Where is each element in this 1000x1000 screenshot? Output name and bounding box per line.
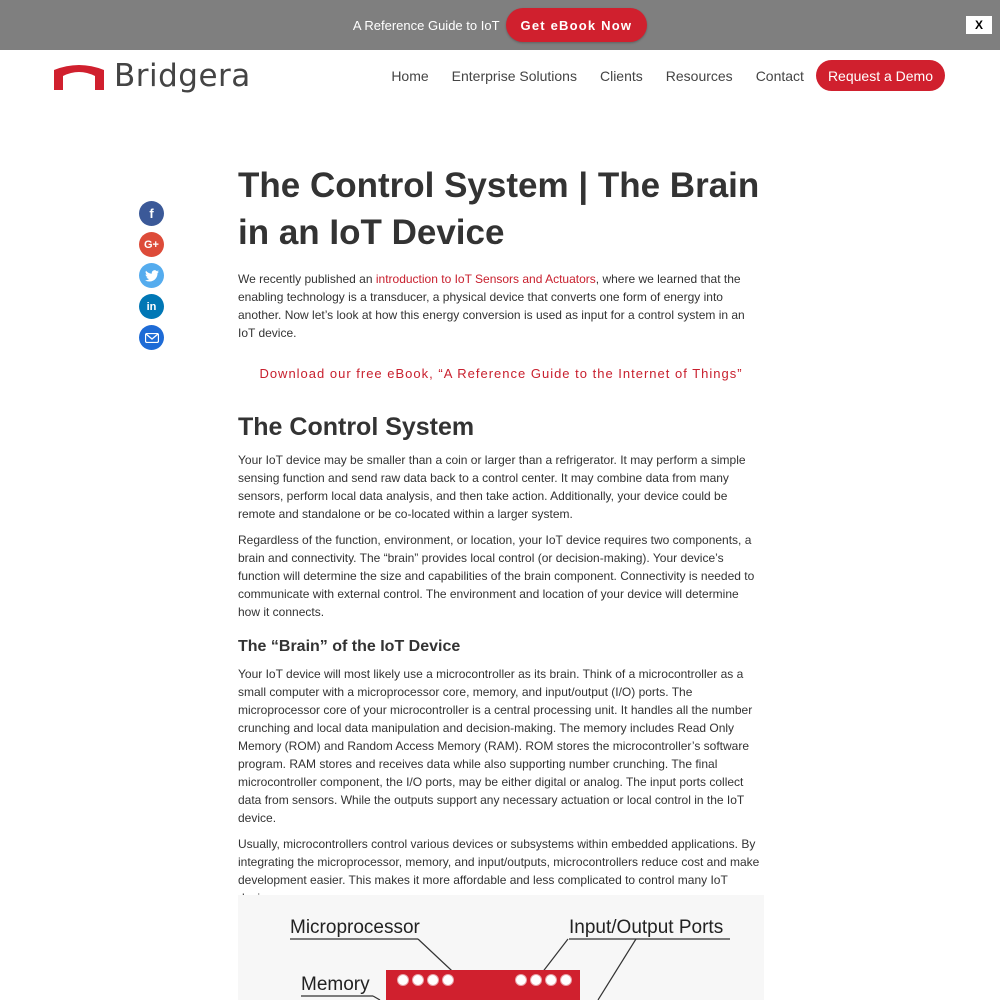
social-share — [139, 201, 164, 356]
twitter-icon[interactable] — [139, 263, 164, 288]
download-ebook-link[interactable]: Download our free eBook, “A Reference Guide to the Internet of Things” — [259, 366, 743, 381]
nav-resources[interactable]: Resources — [665, 67, 733, 84]
intro-text-after: , where we learned that the enabling technology is a transducer, a physical device that converts one form of energy into another. Now let’s look at how this energy conversion is used as input for a control system in an IoT device. — [238, 272, 745, 340]
label-memory: Memory — [301, 974, 370, 995]
logo-text: Bridgera — [114, 58, 251, 94]
label-microprocessor: Microprocessor — [290, 917, 420, 938]
article — [238, 162, 764, 907]
article-title: The Control System | The Brain in an IoT Device — [238, 166, 760, 252]
label-input-output-ports: Input/Output Ports — [569, 917, 724, 938]
logo[interactable] — [54, 58, 251, 94]
paragraph: Your IoT device will most likely use a microcontroller as its brain. Think of a microcontroller as a small computer with a microprocessor core, memory, and input/output (I/O) ports. The microprocessor core of your microcontroller is a central processing unit. It handles all the number crunching and local data manipulation and decision-making. The memory includes Read Only Memory (ROM) and Random Access Memory (RAM). ROM stores the microcontroller’s software program. RAM stores and receives data while also supporting number crunching. The final microcontroller component, the I/O ports, may be either digital or analog. The input ports collect data from sensors. While the outputs support any necessary actuation or local control in the IoT device. — [238, 667, 753, 825]
paragraph: Regardless of the function, environment, or location, your IoT device requires two components, a brain and connectivity. The “brain” provides local control (or decision-making). Your device’s function will determine the size and capabilities of the brain component. Connectivity is needed to communicate with external control. The environment and location of your device will determine how it connects. — [238, 533, 755, 619]
bridgera-logo-icon — [54, 62, 104, 90]
section-heading: The Control System — [238, 413, 475, 441]
nav-contact[interactable]: Contact — [755, 67, 804, 84]
google-plus-icon[interactable]: G+ — [139, 232, 164, 257]
paragraph: Your IoT device may be smaller than a coin or larger than a refrigerator. It may perform a simple sensing function and send raw data back to a control center. It may combine data from many sensors, perform local data analysis, and then take action. Additionally, your device could be remote and standalone or be co-located within a larger system. — [238, 453, 746, 521]
request-demo-button[interactable]: Request a Demo — [816, 60, 945, 91]
intro-paragraph — [238, 270, 764, 342]
facebook-icon[interactable]: f — [139, 201, 164, 226]
main-nav — [368, 60, 945, 91]
nav-clients[interactable]: Clients — [599, 67, 643, 84]
promo-bar — [0, 0, 1000, 50]
email-icon[interactable] — [139, 325, 164, 350]
close-promo-button[interactable]: X — [966, 16, 992, 34]
subsection-heading: The “Brain” of the IoT Device — [238, 638, 461, 655]
promo-text: A Reference Guide to IoT — [352, 17, 500, 33]
nav-enterprise-solutions[interactable]: Enterprise Solutions — [451, 67, 577, 84]
nav-home[interactable]: Home — [391, 67, 429, 84]
sensors-actuators-link[interactable]: introduction to IoT Sensors and Actuators — [375, 272, 596, 286]
get-ebook-button[interactable]: Get eBook Now — [506, 8, 648, 42]
microcontroller-diagram — [238, 895, 764, 1000]
paragraph: Usually, microcontrollers control various devices or subsystems within embedded applications. By integrating the microprocessor, memory, and input/outputs, microcontrollers reduce cost and make development easier. This makes it more affordable and less complicated to control many IoT — [238, 837, 760, 887]
linkedin-icon[interactable]: in — [139, 294, 164, 319]
intro-text-before: We recently published an — [238, 272, 376, 286]
site-header — [0, 50, 1000, 100]
